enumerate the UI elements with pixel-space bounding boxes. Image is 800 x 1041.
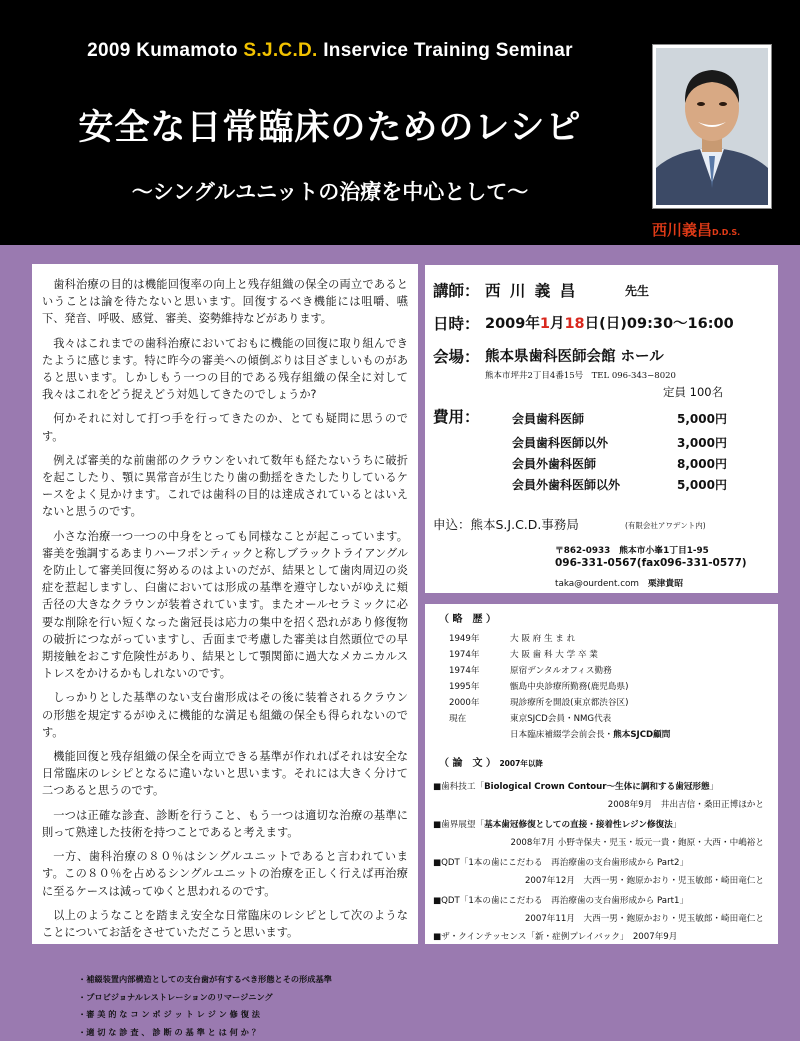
topic-item: ・審 美 的 な コ ン ポ ジ ッ ト レ ジ ン 修 復 法 [78, 1009, 260, 1020]
history-year: 1974年 [449, 666, 480, 676]
body-paragraph: 小さな治療一つ一つの中身をとっても同様なことが起こっています。審美を強調するあまりハーフポンティックと称しブラックトライアングルを防止して審美回復に努めるのはよいのだが、結果として歯肉周辺の炎症を惹起しますし、臼歯においては形成の基準を遵守しないがゆえに頬舌径の大きなクラウンが装着されています。またオールセラミックに必要な削除を行い短くなった歯冠長は応力の集中を招く恐れがあり修復物の破折につながっていますし、舌面まで考慮した審美は自然頭位での早期接触をおこす危険性があり、結果として顎関節に過大なメカニカルストレスをかけるかもしれないのです。 [42, 529, 408, 681]
papers-since: 2007年以降 [499, 759, 543, 768]
history-text: 甑島中央診療所勤務(鹿児島県) [510, 682, 629, 692]
paper-title-post: 」 [709, 782, 719, 792]
description-panel [32, 264, 418, 1037]
body-paragraph: しっかりとした基準のない支台歯形成はその後に装着されるクラウンの形態を規定するがゆえに機能的な満足も組織の保全も得られないのです。 [42, 691, 408, 739]
history-text: 原宿デンタルオフィス勤務 [510, 666, 612, 676]
title-suffix: Inservice Training Seminar [317, 40, 573, 61]
body-paragraph: 以上のようなことを踏まえ安全な日常臨床のレシピとして次のようなことについてお話をさせていただこうと思います。 [42, 908, 408, 939]
history-entry [449, 664, 612, 676]
fee-category: 会員歯科医師以外 [512, 436, 609, 450]
fee-label: 費用： [433, 408, 480, 426]
paper-date-authors: 2008年9月 井出吉信・桑田正博ほかと [607, 800, 764, 810]
paper-title-pre: ■QDT「1本の歯にこだわる 再治療歯の支台歯形成から Part2」 [433, 858, 689, 868]
contact-person: 栗津貴昭 [647, 579, 684, 589]
history-text: 日本臨床補綴学会前会長・ [510, 730, 614, 740]
history-entry-extra [510, 728, 670, 740]
papers-heading-text: （ 論 文 ） [439, 758, 496, 769]
venue-name: 熊本県歯科医師会館 ホール [485, 349, 664, 365]
fee-category: 会員歯科医師 [512, 412, 585, 426]
fee-row [512, 410, 732, 427]
date-month-unit: 月 [549, 316, 565, 332]
body-paragraph: 例えば審美的な前歯部のクラウンをいれて数年も経たないうちに破折を起こしたり、顎に異常音が生じたり歯の動揺をきたしたりしているケースをよく見かけます。これでは歯科の目的は達成されているとはいえないと思うのです。 [42, 453, 408, 519]
date-time: 日(日)09:30～16:00 [584, 316, 734, 332]
contact-line [555, 576, 683, 589]
fee-category: 会員外歯科医師 [512, 457, 597, 471]
paper-title [433, 780, 718, 792]
topic-item: ・補綴装置内部構造としての支台歯が有するべき形態とその形成基準 [78, 974, 332, 985]
lecturer-label: 講師： [433, 282, 480, 300]
paper-title [433, 894, 688, 906]
date-day: 18 [564, 316, 585, 332]
history-heading: （ 略 歴 ） [439, 614, 496, 625]
history-text: 大 阪 歯 科 大 学 卒 業 [510, 650, 598, 660]
topic-item: ・プロビジョナルレストレーションのリマージニング [78, 991, 273, 1002]
fee-amount: 5,000円 [677, 478, 727, 492]
body-paragraph: 歯科治療の目的は機能回復率の向上と残存組織の保全の両立であるということは論を待たないと思います。回復するべき機能には咀嚼、嚥下、発音、呼吸、感覚、審美、姿勢維持などがあります。 [42, 278, 408, 326]
date-label: 日時： [433, 315, 480, 333]
postal-address: 〒862-0933 熊本市小峯1丁目1-95 [555, 546, 709, 556]
body-paragraph: 何かそれに対して打つ手を行ってきたのか、とても疑問に思うのです。 [42, 412, 408, 443]
fee-category: 会員外歯科医師以外 [512, 478, 621, 492]
paper-title [433, 818, 681, 830]
apply-company: (有限会社アワデント内) [625, 521, 706, 530]
speaker-photo [652, 44, 772, 209]
title-accent: S.J.C.D. [243, 40, 318, 61]
paper-title-pre: ■ザ・クインテッセンス「新・症例プレイバック」 2007年9月 [433, 932, 678, 942]
fee-amount: 8,000円 [677, 457, 727, 471]
main-title: 安全な日常臨床のためのレシピ [78, 108, 582, 148]
subtitle: ～シングルユニットの治療を中心として～ [131, 180, 529, 204]
paper-title-pre: ■歯界展望「 [433, 820, 485, 830]
papers-heading [439, 754, 543, 769]
body-paragraph: 機能回復と残存組織の保全を両立できる基準が作れればそれは安全な日常臨床のレシピとなるに違いないと思います。それには大きく分けて二つあると思うのです。 [42, 750, 408, 798]
history-text: 東京SJCD会員・NMG代表 [510, 714, 612, 724]
venue-address: 熊本市坪井2丁目4番15号 TEL 096-343−8020 [485, 371, 676, 381]
history-text: 大 阪 府 生 ま れ [510, 634, 576, 644]
history-year: 1974年 [449, 650, 480, 660]
profile-panel [425, 604, 778, 944]
paper-title-bold: 基本歯冠修復としての直接・接着性レジン修復法 [484, 820, 673, 830]
capacity: 定員 100名 [663, 385, 724, 399]
venue-label: 会場： [433, 348, 480, 366]
phone-fax: 096-331-0567(fax096-331-0577) [555, 557, 747, 569]
fee-amount: 3,000円 [677, 436, 727, 450]
paper-title-pre: ■歯科技工「 [433, 782, 485, 792]
date-month: 1 [539, 316, 550, 332]
paper-date-authors: 2007年11月 大西一男・鉋原かおり・児玉敏郎・崎田竜仁と [524, 914, 764, 924]
fee-row [512, 476, 732, 493]
history-text-bold: 熊本SJCD顧問 [613, 730, 671, 740]
history-year: 2000年 [449, 698, 480, 708]
history-year: 現在 [449, 714, 467, 724]
fee-amount: 5,000円 [677, 412, 727, 426]
paper-title [433, 930, 677, 942]
history-entry [449, 632, 575, 644]
lecturer-suffix: 先生 [625, 284, 650, 298]
topic-item: ・適 切 な 診 査 、 診 断 の 基 準 と は 何 か ？ [78, 1026, 260, 1037]
history-text: 現診療所を開設(東京都渋谷区) [510, 698, 629, 708]
title-prefix: 2009 Kumamoto [87, 40, 244, 61]
topic-list [78, 971, 408, 1041]
history-entry [449, 648, 598, 660]
lecturer-name: 西 川 義 昌 [485, 282, 578, 300]
paper-title-pre: ■QDT「1本の歯にこだわる 再治療歯の支台歯形成から Part1」 [433, 896, 689, 906]
event-info-panel [425, 265, 778, 593]
fee-row [512, 434, 732, 451]
event-date [485, 312, 734, 333]
date-year: 2009年 [485, 316, 540, 332]
speaker-name-caption [652, 219, 800, 240]
speaker-portrait-image [656, 48, 768, 205]
body-paragraph: 一つは正確な診査、診断を行うこと、もう一つは適切な治療の基準に則って熟達した技術を持つことであると考えます。 [42, 808, 408, 839]
history-entry [449, 696, 628, 708]
history-entry [449, 712, 611, 724]
paper-title-post: 」 [672, 820, 682, 830]
paper-title [433, 856, 688, 868]
paper-title-bold: Biological Crown Contour～生体に調和する歯冠形態 [484, 782, 710, 792]
fee-row [512, 455, 732, 472]
paper-date-authors: 2008年7月 小野寺保夫・児玉・坂元一貴・鉋原・大西・中嶋裕と [510, 838, 764, 848]
apply-label: 申込：熊本S.J.C.D.事務局 [433, 517, 579, 532]
history-entry [449, 680, 628, 692]
history-year: 1995年 [449, 682, 480, 692]
body-paragraph: 我々はこれまでの歯科治療においておもに機能の回復に取り組んできたように感じます。特に昨今の審美への傾倒ぶりは目ざましいものがあると思います。しかしもう一つの目的である残存組織の保全に対して我々はこれをどう捉えどう対処してきたのでしょうか? [42, 336, 408, 402]
speaker-degree: D.D.S. [712, 228, 741, 237]
seminar-title [0, 40, 660, 62]
history-year: 1949年 [449, 634, 480, 644]
speaker-name: 西川義昌 [652, 221, 713, 239]
paper-date-authors: 2007年12月 大西一男・鉋原かおり・児玉敏郎・崎田竜仁と [524, 876, 764, 886]
header-banner [0, 0, 800, 245]
email-link[interactable]: taka@ourdent.com [555, 579, 639, 589]
body-paragraph: 一方、歯科治療の８０％はシングルユニットであると言われています。この８０％を占めるシングルユニットの治療を正しく行えば再治療に至るケースは減ってゆくと思われるのです。 [42, 850, 408, 898]
